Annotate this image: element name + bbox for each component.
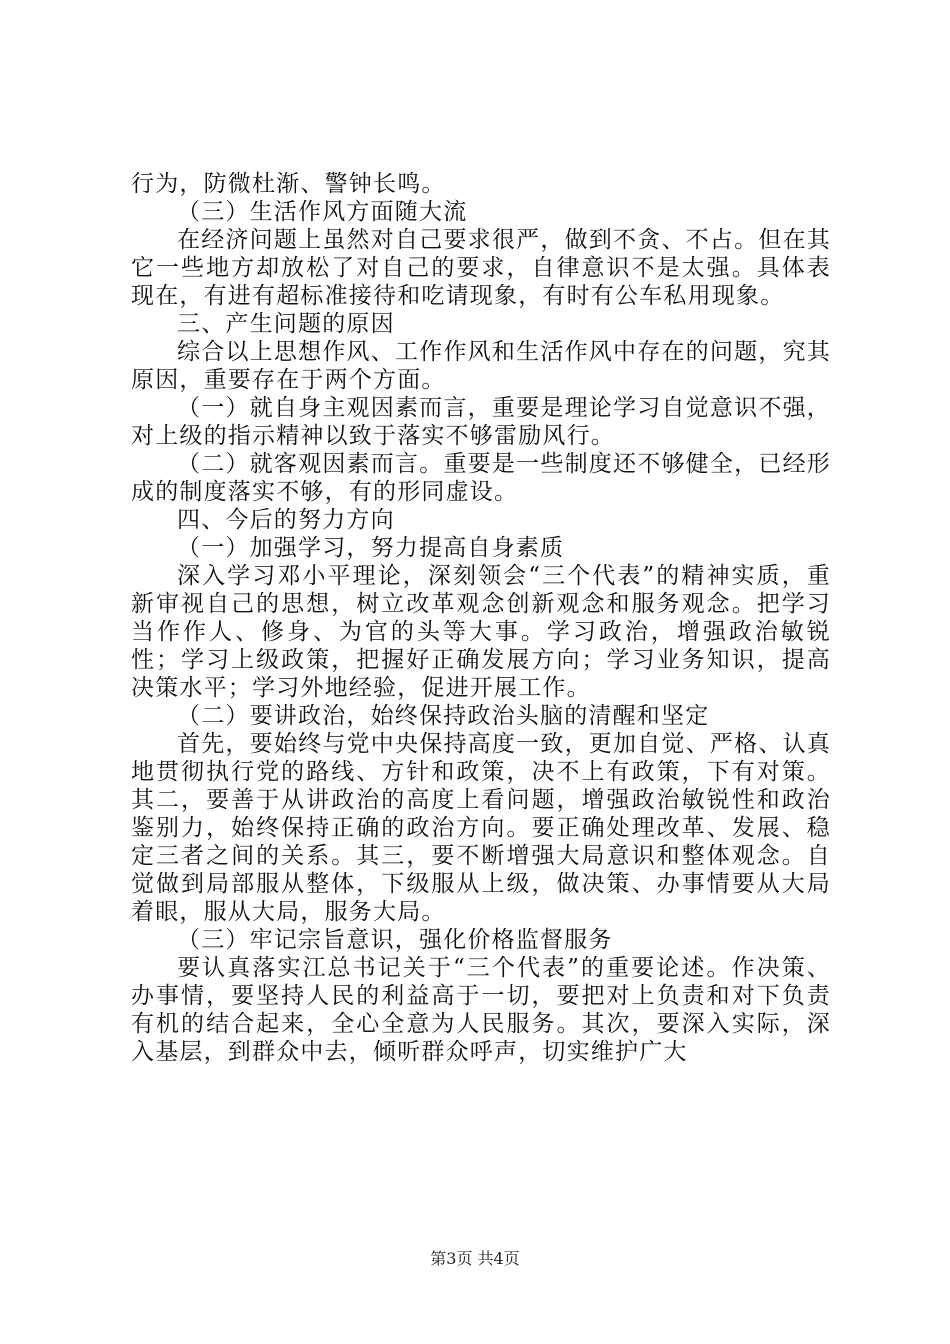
paragraph-economic-issues: 在经济问题上虽然对自己要求很严，做到不贪、不占。但在其它一些地方却放松了对自己的要求，自律意识不是太强。具体表现在，有进有超标准接待和吃请现象，有时有公车私用现象。: [131, 227, 831, 309]
page-total: 共4页: [477, 1249, 520, 1268]
paragraph-study-theory: 深入学习邓小平理论，深刻领会“三个代表”的精神实质，重新审视自己的思想，树立改革观念创新观念和服务观念。把学习当作作人、修身、为官的头等大事。学习政治，增强政治敏锐性；学习上级政策，把握好正确发展方向；学习业务知识，提高决策水平；学习外地经验，促进开展工作。: [131, 563, 831, 701]
paragraph-subjective-factors: （一）就自身主观因素而言，重要是理论学习自觉意识不强，对上级的指示精神以致于落实不够雷励风行。: [131, 395, 831, 449]
paragraph-continuation: 行为，防微杜渐、警钟长鸣。: [131, 171, 446, 197]
paragraph-causes-summary: 综合以上思想作风、工作作风和生活作风中存在的问题，究其原因，重要存在于两个方面。: [131, 339, 831, 393]
subheading-purpose: （三）牢记宗旨意识，强化价格监督服务: [177, 927, 613, 953]
heading-causes: 三、产生问题的原因: [177, 311, 395, 337]
heading-future-direction: 四、今后的努力方向: [177, 507, 395, 533]
subheading-strengthen-study: （一）加强学习，努力提高自身素质: [177, 535, 565, 561]
paragraph-purpose: 要认真落实江总书记关于“三个代表”的重要论述。作决策、办事情，要坚持人民的利益高于一切，要把对上负责和对下负责有机的结合起来，全心全意为人民服务。其次，要深入实际，深入基层，到群众中去，倾听群众呼声，切实维护广大: [131, 955, 831, 1065]
document-body: [131, 170, 831, 1066]
subheading-politics: （二）要讲政治，始终保持政治头脑的清醒和坚定: [177, 703, 710, 729]
paragraph-politics: 首先，要始终与党中央保持高度一致，更加自觉、严格、认真地贯彻执行党的路线、方针和政策，决不上有政策，下有对策。其二，要善于从讲政治的高度上看问题，增强政治敏锐性和政治鉴别力，始终保持正确的政治方向。要正确处理改革、发展、稳定三者之间的关系。其三，要不断增强大局意识和整体观念。自觉做到局部服从整体，下级服从上级，做决策、办事情要从大局着眼，服从大局，服务大局。: [131, 731, 831, 925]
paragraph-objective-factors: （二）就客观因素而言。重要是一些制度还不够健全，已经形成的制度落实不够，有的形同虚设。: [131, 451, 831, 505]
subheading-lifestyle: （三）生活作风方面随大流: [177, 199, 468, 225]
page-footer: [0, 1249, 950, 1269]
page-number: 第3页: [430, 1249, 473, 1268]
